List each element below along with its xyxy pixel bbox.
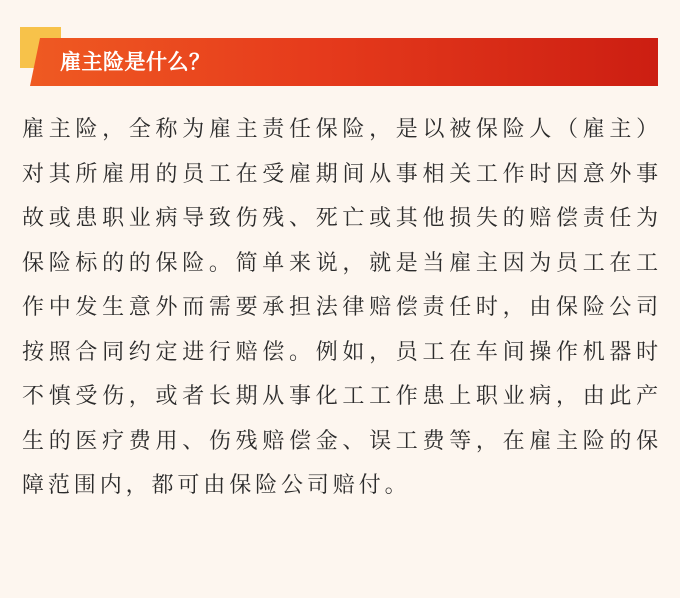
section-title: 雇主险是什么？ bbox=[60, 50, 211, 74]
body-paragraph: 雇主险，全称为雇主责任保险，是以被保险人（雇主）对其所雇用的员工在受雇期间从事相关工作时因意外事故或患职业病导致伤残、死亡或其他损失的赔偿责任为保险标的的保险。简单来说，就是当雇主因为员工在工作中发生意外而需要承担法律赔偿责任时，由保险公司按照合同约定进行赔偿。例如，员工在车间操作机器时不慎受伤，或者长期从事化工工作患上职业病，由此产生的医疗费用、伤残赔偿金、误工费等，在雇主险的保障范围内，都可由保险公司赔付。 bbox=[22, 117, 662, 498]
